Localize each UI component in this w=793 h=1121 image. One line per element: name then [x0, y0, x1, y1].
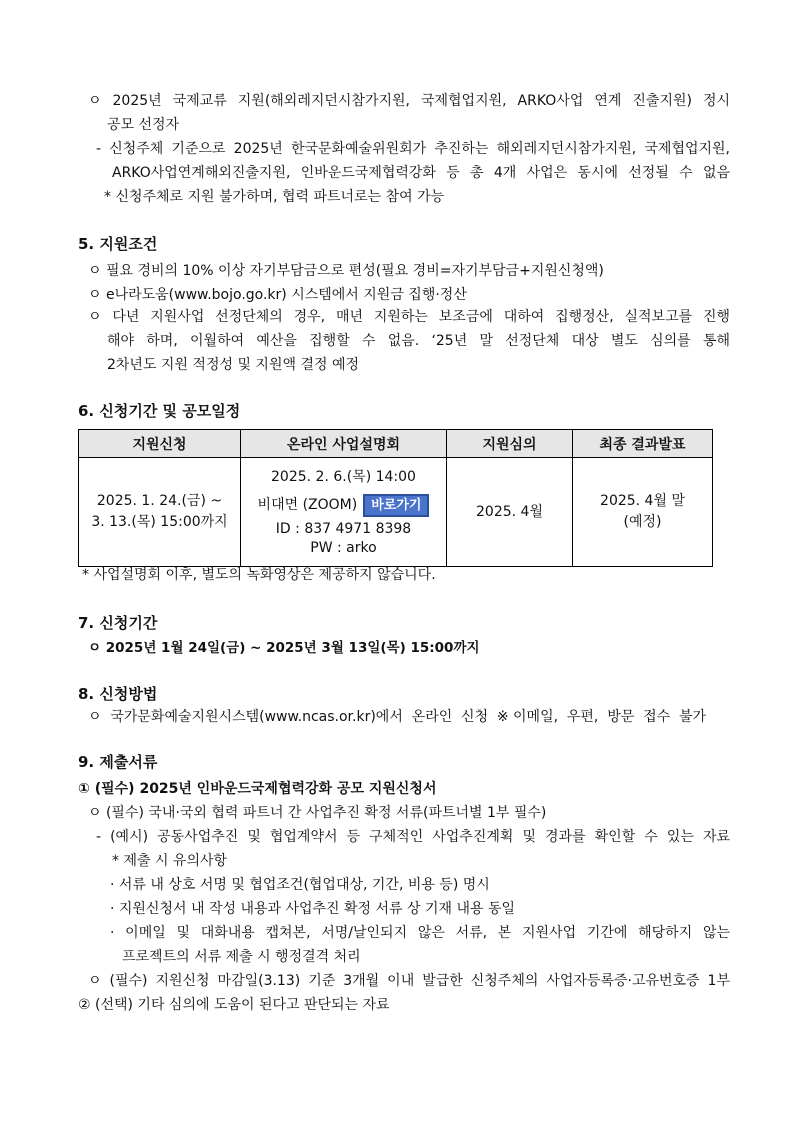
- section-8-bullet: ㅇ 국가문화예술지원시스템(www.ncas.or.kr)에서 온라인 신청 ※이메일, 우편, 방문 접수 불가: [88, 709, 706, 725]
- briefing-mode-row: [258, 494, 430, 517]
- header-result: 최종 결과발표: [573, 430, 713, 458]
- section-9-dot-3-cont: 프로젝트의 서류 제출 시 행정결격 처리: [122, 949, 361, 965]
- section-9-title: 9. 제출서류: [78, 753, 158, 771]
- intro-bullet-cont: 공모 선정자: [107, 117, 180, 133]
- briefing-id: ID : 837 4971 8398: [275, 521, 412, 537]
- header-apply: 지원신청: [79, 430, 241, 458]
- section-9-bullet-1: ㅇ (필수) 국내·국외 협력 파트너 간 사업추진 확정 서류(파트너별 1부 필수): [88, 805, 547, 821]
- briefing-mode: 비대면 (ZOOM): [257, 497, 358, 513]
- apply-period-start: 2025. 1. 24.(금) ~: [96, 493, 223, 509]
- section-7-bullet: ㅇ 2025년 1월 24일(금) ~ 2025년 3월 13일(목) 15:00까지: [88, 640, 480, 656]
- section-5-bullet-3: ㅇ 다년 지원사업 선정단체의 경우, 매년 지원하는 보조금에 대하여 집행정산, 실적보고를 진행: [88, 309, 730, 325]
- section-9-item-1: ① (필수) 2025년 인바운드국제협력강화 공모 지원신청서: [78, 781, 437, 797]
- section-7-title: 7. 신청기간: [78, 614, 158, 632]
- briefing-date: 2025. 2. 6.(목) 14:00: [271, 469, 416, 485]
- section-9-star: * 제출 시 유의사항: [112, 853, 228, 869]
- section-9-dash: - (예시) 공동사업추진 및 협업계약서 등 구체적인 사업추진계획 및 경과를 확인할 수 있는 자료: [96, 829, 730, 845]
- section-9-bullet-2: ㅇ (필수) 지원신청 마감일(3.13) 기준 3개월 이내 발급한 신청주체의 사업자등록증·고유번호증 1부: [88, 973, 730, 989]
- apply-period-cell: [79, 458, 241, 567]
- header-review: 지원심의: [447, 430, 573, 458]
- section-5-bullet-1: ㅇ 필요 경비의 10% 이상 자기부담금으로 편성(필요 경비=자기부담금+지원신청액): [88, 263, 604, 279]
- section-5-bullet-3-cont2: 2차년도 지원 적정성 및 지원액 결정 예정: [107, 357, 359, 373]
- result-cell: [573, 458, 713, 567]
- schedule-note: * 사업설명회 이후, 별도의 녹화영상은 제공하지 않습니다.: [82, 567, 436, 583]
- section-9-item-2: ② (선택) 기타 심의에 도움이 된다고 판단되는 자료: [78, 997, 390, 1013]
- intro-dash-cont: ARKO사업연계해외진출지원, 인바운드국제협력강화 등 총 4개 사업은 동시에 선정될 수 없음: [112, 165, 730, 181]
- briefing-pw: PW : arko: [310, 540, 377, 556]
- section-5-title: 5. 지원조건: [78, 235, 158, 253]
- intro-bullet: ㅇ 2025년 국제교류 지원(해외레지던시참가지원, 국제협업지원, ARKO사업 연계 진출지원) 정시: [88, 93, 730, 109]
- section-9-dot-3: · 이메일 및 대화내용 캡쳐본, 서명/날인되지 않은 서류, 본 지원사업 기간에 해당하지 않는: [110, 925, 730, 941]
- schedule-header-row: [79, 430, 713, 458]
- section-6-title: 6. 신청기간 및 공모일정: [78, 402, 241, 420]
- schedule-table: [78, 429, 713, 567]
- section-5-bullet-3-cont: 해야 하며, 이월하여 예산을 집행할 수 없음. ‘25년 말 선정단체 대상 별도 심의를 통해: [107, 333, 730, 349]
- section-9-dot-1: · 서류 내 상호 서명 및 협업조건(협업대상, 기간, 비용 등) 명시: [110, 877, 490, 893]
- review-cell: 2025. 4월: [447, 458, 573, 567]
- result-note: (예정): [623, 514, 662, 530]
- header-briefing: 온라인 사업설명회: [241, 430, 447, 458]
- section-9-dot-2: · 지원신청서 내 작성 내용과 사업추진 확정 서류 상 기재 내용 동일: [110, 901, 516, 917]
- schedule-row: [79, 458, 713, 567]
- briefing-cell: [241, 458, 447, 567]
- section-5-bullet-2: ㅇ e나라도움(www.bojo.go.kr) 시스템에서 지원금 집행·정산: [88, 287, 467, 303]
- intro-note: * 신청주체로 지원 불가하며, 협력 파트너로는 참여 가능: [104, 189, 445, 205]
- shortcut-button[interactable]: 바로가기: [363, 494, 429, 517]
- section-8-title: 8. 신청방법: [78, 685, 158, 703]
- intro-dash: - 신청주체 기준으로 2025년 한국문화예술위원회가 추진하는 해외레지던시참가지원, 국제협업지원,: [96, 141, 730, 157]
- result-date: 2025. 4월 말: [600, 493, 685, 509]
- apply-period-end: 3. 13.(목) 15:00까지: [91, 514, 228, 530]
